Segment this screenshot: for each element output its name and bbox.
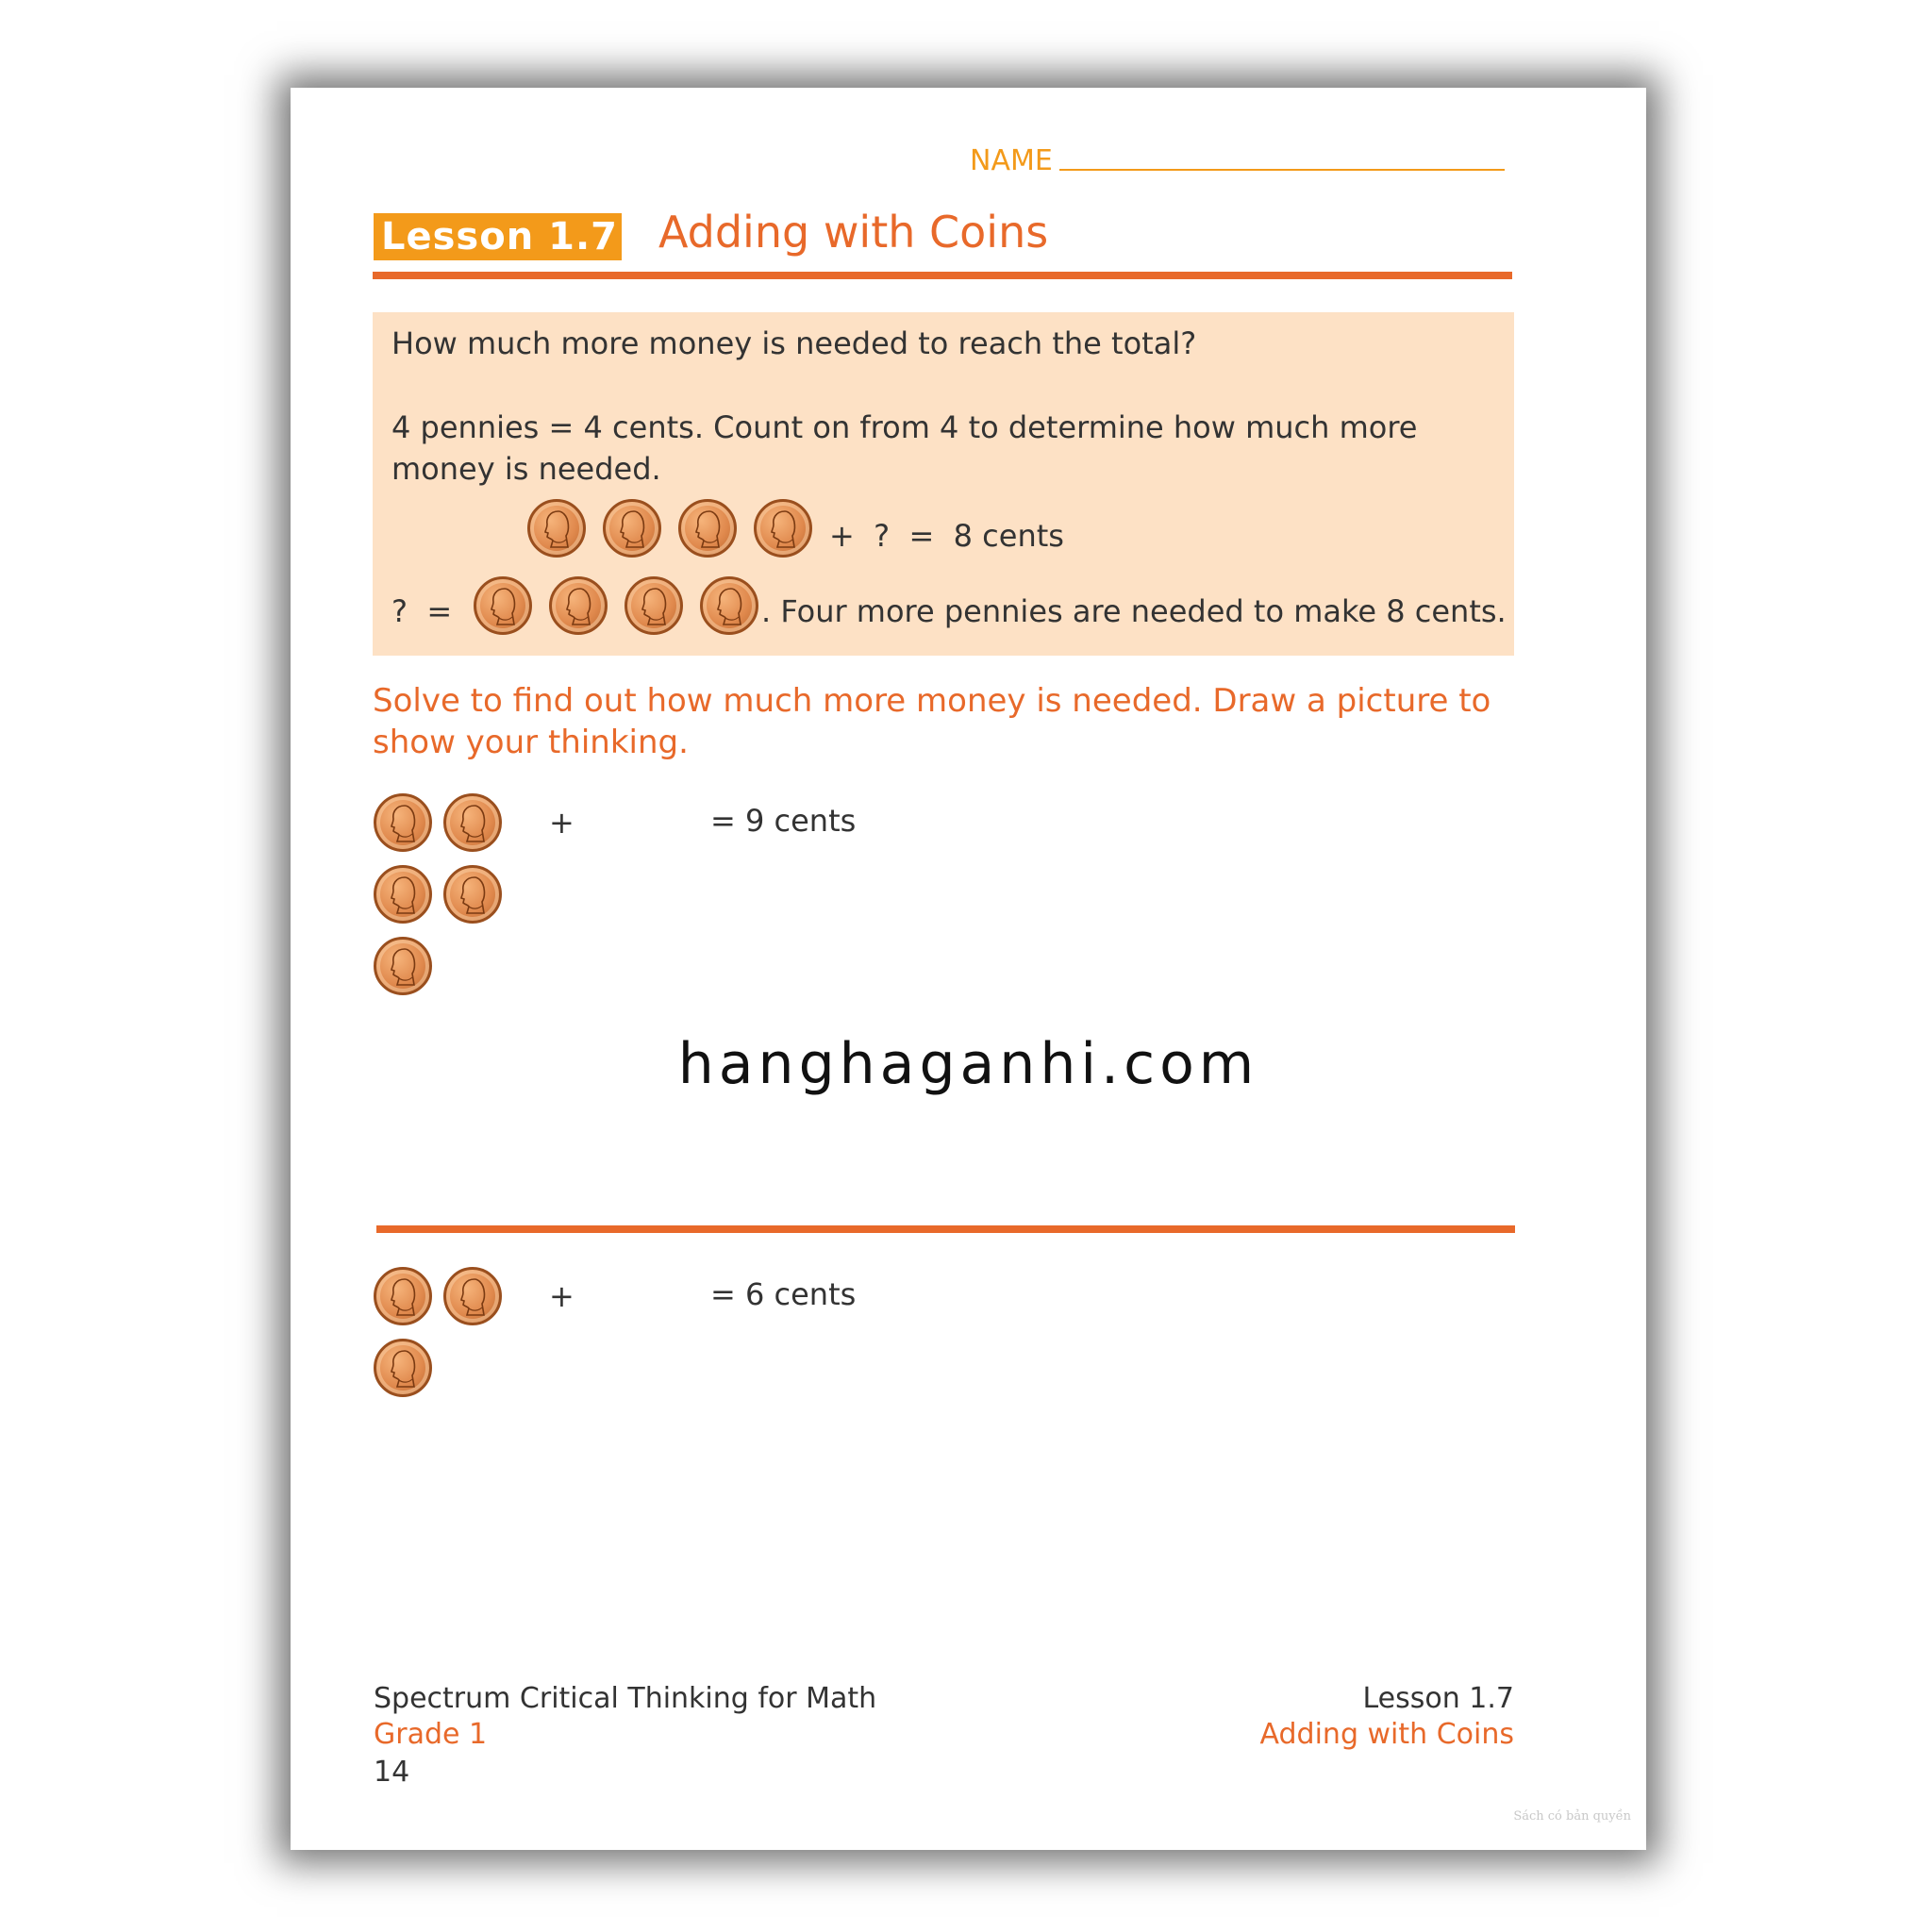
lesson-number-badge: Lesson 1.7 <box>374 213 622 260</box>
copyright-note: Sách có bản quyền <box>1513 1809 1631 1824</box>
watermark: hanghaganhi.com <box>677 1031 1259 1097</box>
name-label: NAME <box>970 144 1053 177</box>
page-number: 14 <box>374 1756 410 1789</box>
penny-coin-icon <box>678 499 737 558</box>
problem-2 <box>374 1267 1128 1408</box>
penny-coin-icon <box>603 499 661 558</box>
penny-coin-icon <box>374 937 432 995</box>
example-explanation: 4 pennies = 4 cents. Count on from 4 to determine how much more money is needed. <box>391 409 1418 487</box>
footer-lesson-title: Adding with Coins <box>1259 1718 1514 1751</box>
penny-coin-icon <box>754 499 812 558</box>
lesson-title: Adding with Coins <box>658 207 1049 258</box>
footer-lesson-label: Lesson 1.7 <box>1362 1682 1514 1715</box>
example-answer-text: . Four more pennies are needed to make 8 cents. <box>761 593 1507 629</box>
plus-sign: + <box>549 805 575 841</box>
name-write-line[interactable] <box>1059 169 1505 171</box>
example-answer-prefix: ? = <box>391 593 453 629</box>
footer-grade: Grade 1 <box>374 1718 488 1751</box>
example-box <box>373 312 1514 656</box>
penny-coin-icon <box>443 1267 502 1325</box>
penny-coin-icon <box>474 576 532 635</box>
example-question: How much more money is needed to reach the total? <box>391 325 1197 361</box>
penny-coin-icon <box>374 1267 432 1325</box>
worksheet-page <box>291 88 1646 1850</box>
penny-coin-icon <box>374 865 432 924</box>
instructions: Solve to find out how much more money is needed. Draw a picture to show your thinking. <box>373 682 1491 761</box>
penny-coin-icon <box>374 1339 432 1397</box>
penny-coin-icon <box>443 793 502 852</box>
footer-book-title: Spectrum Critical Thinking for Math <box>374 1682 877 1715</box>
example-equation: + ? = 8 cents <box>829 518 1064 554</box>
penny-coin-icon <box>374 793 432 852</box>
problem-result: = 6 cents <box>710 1276 857 1312</box>
title-divider <box>373 272 1512 279</box>
problem-1 <box>374 793 1128 1001</box>
penny-coin-icon <box>625 576 683 635</box>
plus-sign: + <box>549 1278 575 1314</box>
penny-coin-icon <box>549 576 608 635</box>
penny-coin-icon <box>527 499 586 558</box>
problem-result: = 9 cents <box>710 803 857 839</box>
penny-coin-icon <box>700 576 758 635</box>
problem-divider <box>376 1225 1515 1233</box>
penny-coin-icon <box>443 865 502 924</box>
